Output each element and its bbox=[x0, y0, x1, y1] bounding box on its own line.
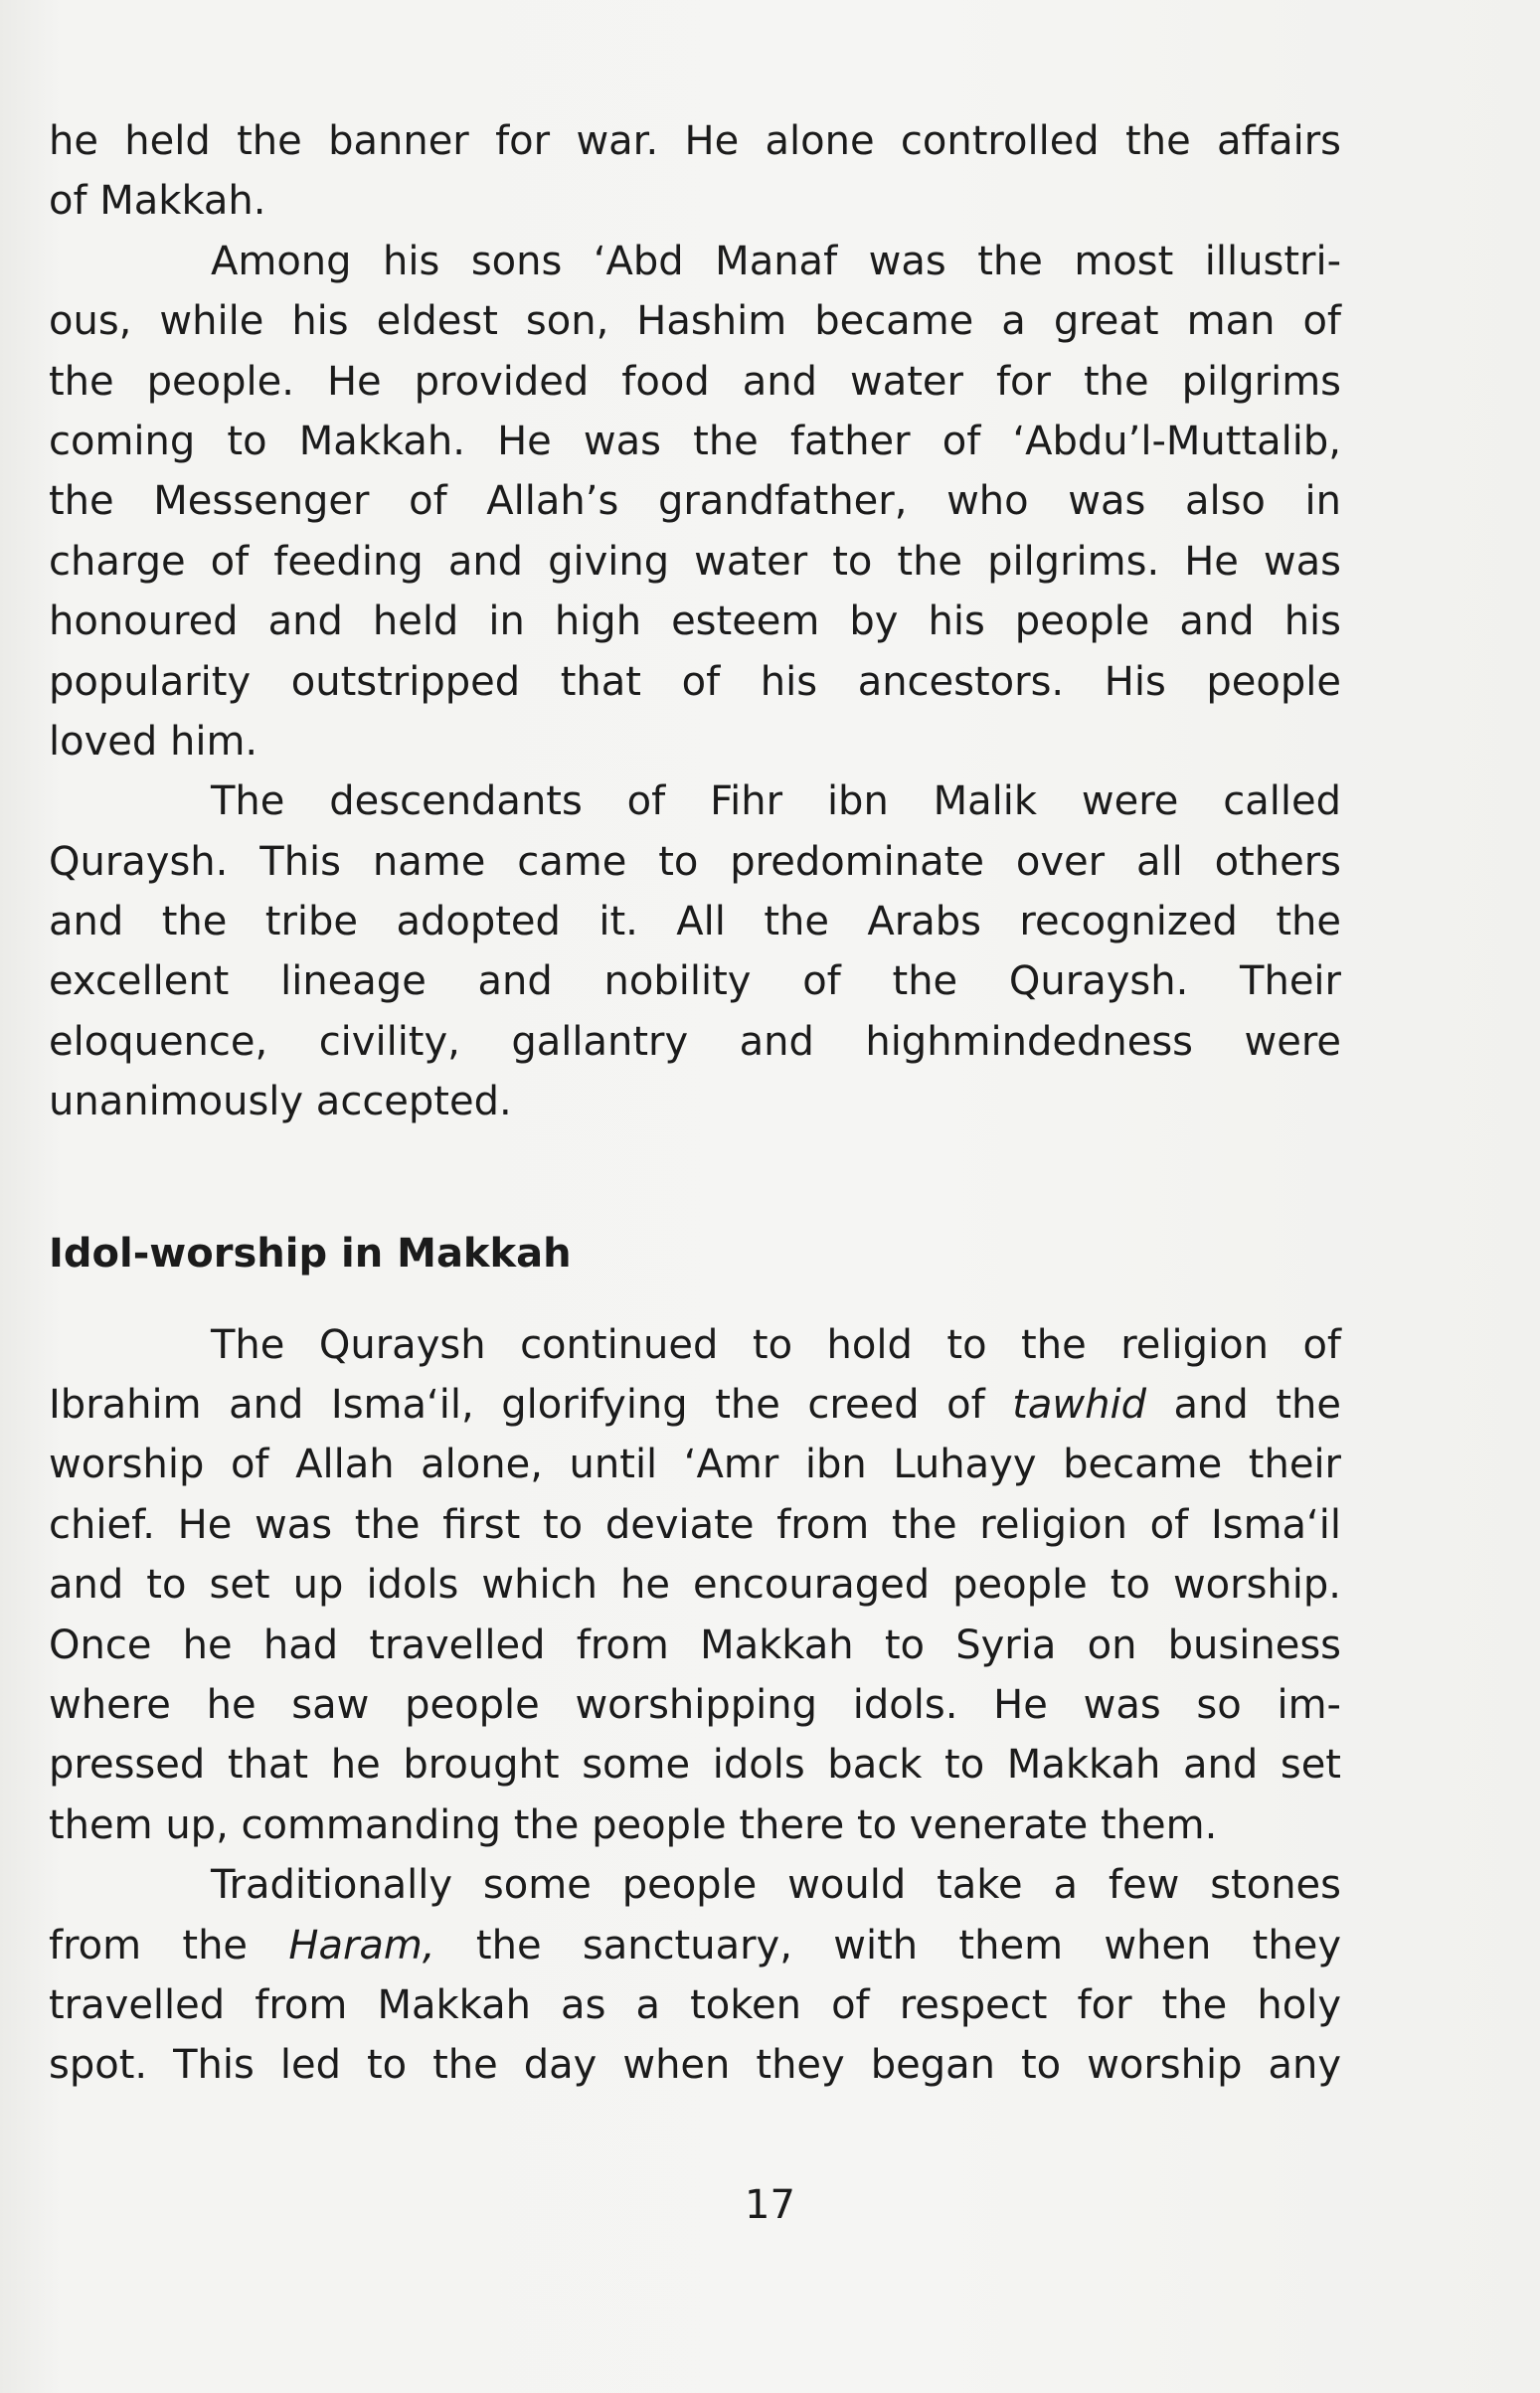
text-line: honoured and held in high esteem by his people and his bbox=[49, 598, 1341, 645]
italic-term: tawhid bbox=[1012, 1382, 1146, 1429]
text-line: Among his sons ‘Abd Manaf was the most illustri- bbox=[211, 238, 1341, 284]
text-line: charge of feeding and giving water to the pilgrims. He was bbox=[49, 538, 1341, 585]
paragraph bbox=[49, 1315, 1341, 1856]
text-line: chief. He was the first to deviate from the religion of Isma‘il bbox=[49, 1501, 1341, 1548]
text-line: excellent lineage and nobility of the Quraysh. Their bbox=[49, 958, 1341, 1005]
text-line bbox=[49, 1916, 1341, 1975]
text-segment: The Quraysh continued to hold to the religion of bbox=[211, 1321, 1341, 1368]
section-heading: Idol-worship in Makkah bbox=[49, 1230, 572, 1277]
text-segment: and the bbox=[1146, 1382, 1341, 1429]
text-line bbox=[49, 1315, 1341, 1375]
text-line: eloquence, civility, gallantry and highmindedness were bbox=[49, 1018, 1341, 1065]
text-line: coming to Makkah. He was the father of ‘Abdu’l-Muttalib, bbox=[49, 418, 1341, 464]
page-number: 17 bbox=[745, 2182, 795, 2228]
text-line: of Makkah. bbox=[49, 178, 266, 225]
paragraph bbox=[49, 771, 1341, 1131]
text-line: Once he had travelled from Makkah to Syria on business bbox=[49, 1622, 1341, 1668]
text-line: pressed that he brought some idols back to Makkah and set bbox=[49, 1742, 1341, 1789]
text-line: the people. He provided food and water for the pilgrims bbox=[49, 358, 1341, 405]
text-line: and the tribe adopted it. All the Arabs recognized the bbox=[49, 899, 1341, 945]
paragraph bbox=[49, 111, 1341, 232]
text-segment: from the bbox=[49, 1922, 289, 1968]
text-segment: Ibrahim and Isma‘il, glorifying the creed of bbox=[49, 1382, 1013, 1429]
text-line bbox=[49, 1375, 1341, 1435]
text-line: unanimously accepted. bbox=[49, 1079, 512, 1125]
text-segment: the sanctuary, with them when they bbox=[434, 1922, 1341, 1968]
text-line: ous, while his eldest son, Hashim became a great man of bbox=[49, 298, 1341, 345]
text-line: where he saw people worshipping idols. He was so im- bbox=[49, 1681, 1341, 1728]
text-line: he held the banner for war. He alone controlled the affairs bbox=[49, 118, 1341, 164]
text-line: Traditionally some people would take a few stones bbox=[211, 1862, 1341, 1909]
text-line: loved him. bbox=[49, 718, 258, 765]
text-line: and to set up idols which he encouraged people to worship. bbox=[49, 1562, 1341, 1609]
paragraph bbox=[49, 1855, 1341, 2096]
paragraph bbox=[49, 232, 1341, 772]
text-line: popularity outstripped that of his ancestors. His people bbox=[49, 658, 1341, 705]
text-line: travelled from Makkah as a token of respect for the holy bbox=[49, 1981, 1341, 2028]
section-gap bbox=[49, 1132, 1341, 1224]
text-line: The descendants of Fihr ibn Malik were called bbox=[211, 778, 1341, 825]
text-line: the Messenger of Allah’s grandfather, who was also in bbox=[49, 478, 1341, 525]
text-line: Quraysh. This name came to predominate over all others bbox=[49, 838, 1341, 885]
text-line: spot. This led to the day when they began to worship any bbox=[49, 2042, 1341, 2089]
text-line: worship of Allah alone, until ‘Amr ibn Luhayy became their bbox=[49, 1442, 1341, 1488]
italic-term: Haram, bbox=[288, 1922, 435, 1968]
text-line: them up, commanding the people there to venerate them. bbox=[49, 1801, 1218, 1848]
body-text bbox=[49, 111, 1341, 2096]
